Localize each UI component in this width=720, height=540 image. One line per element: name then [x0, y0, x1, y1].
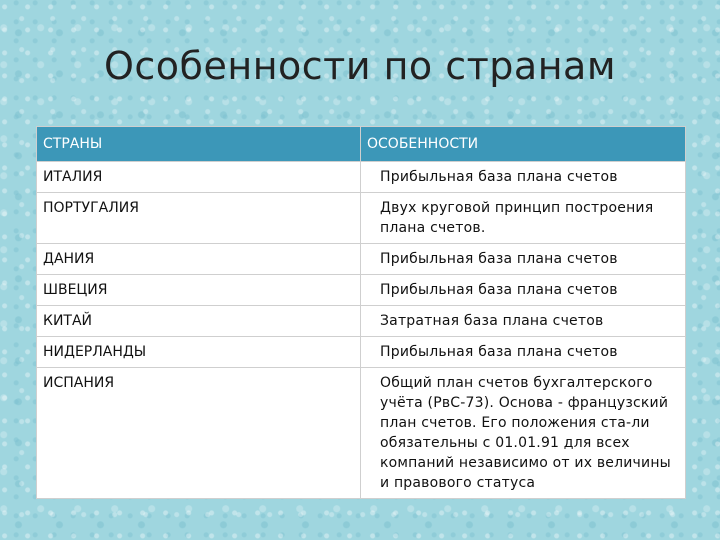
country-cell: ПОРТУГАЛИЯ	[37, 193, 361, 244]
feature-cell: Прибыльная база плана счетов	[361, 337, 686, 368]
feature-cell: Прибыльная база плана счетов	[361, 275, 686, 306]
table-row	[37, 275, 686, 306]
table-row	[37, 193, 686, 244]
slide-title: Особенности по странам	[103, 44, 616, 88]
header-features: ОСОБЕННОСТИ	[361, 127, 686, 162]
table-row	[37, 162, 686, 193]
header-countries: СТРАНЫ	[37, 127, 361, 162]
table-row	[37, 306, 686, 337]
country-cell: ШВЕЦИЯ	[37, 275, 361, 306]
feature-cell: Прибыльная база плана счетов	[361, 162, 686, 193]
feature-cell: Двух круговой принцип построения плана счетов.	[361, 193, 686, 244]
country-cell: КИТАЙ	[37, 306, 361, 337]
feature-cell: Общий план счетов бухгалтерского учёта (РвС-73). Основа - французский план счетов. Его положения ста-ли обязательны с 01.01.91 для всех компаний независимо от их величины и правового статуса	[361, 368, 686, 499]
country-cell: ДАНИЯ	[37, 244, 361, 275]
table-row	[37, 337, 686, 368]
table-row	[37, 244, 686, 275]
feature-cell: Затратная база плана счетов	[361, 306, 686, 337]
countries-table	[36, 126, 686, 499]
table-row	[37, 368, 686, 499]
feature-cell: Прибыльная база плана счетов	[361, 244, 686, 275]
country-cell: ИСПАНИЯ	[37, 368, 361, 499]
table-header-row	[37, 127, 686, 162]
country-cell: НИДЕРЛАНДЫ	[37, 337, 361, 368]
country-cell: ИТАЛИЯ	[37, 162, 361, 193]
